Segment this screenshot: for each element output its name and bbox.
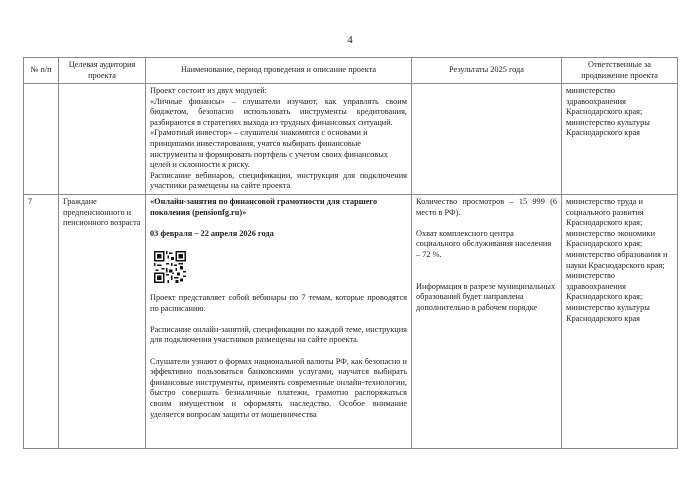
header-responsible: Ответственные за продвижение проекта [562, 58, 678, 84]
page-number: 4 [347, 34, 353, 46]
project-title: «Онлайн-занятия по финансовой грамотности для старшего поколения (pensionfg.ru)» [150, 197, 378, 217]
table-row [24, 195, 678, 449]
description-line: «Личные финансы» – слушатели изучают, как управлять своим бюджетом, безопасно использовать инструменты кредитования, разбираются в стратегиях выхода из трудных финансовых ситуаций. [150, 96, 407, 127]
table-header-row [24, 58, 678, 84]
row-audience: Граждане предпенсионного и пенсионного возраста [59, 195, 146, 449]
description-paragraph: Слушатели узнают о формах национальной валюты РФ, как безопасно и эффективно пользоваться банковскими услугами, научатся выбирать финансовые инструменты, применять современные онлайн-технологии, быстро совершать безналичные платежи, грамотно распоряжаться своим имуществом и оформлять наследство. Особое внимание уделяется вопросам защиты от мошенничества [150, 356, 407, 419]
projects-table [23, 57, 678, 449]
row-audience [59, 84, 146, 195]
row-results [412, 84, 562, 195]
project-period: 03 февраля – 22 апреля 2026 года [150, 228, 274, 238]
header-description: Наименование, период проведения и описание проекта [146, 58, 412, 84]
header-results: Результаты 2025 года [412, 58, 562, 84]
row-number: 7 [24, 195, 59, 449]
description-line: Расписание вебинаров, спецификации, инструкция для подключения участники размещены на сайте проекта [150, 170, 407, 191]
table-row [24, 84, 678, 195]
row-number [24, 84, 59, 195]
row-responsible: министерство здравоохранения Краснодарского края; министерство культуры Краснодарского края [562, 84, 678, 195]
row-responsible: министерство труда и социального развития Краснодарского края; министерство экономики Краснодарского края; министерство образования и науки Краснодарского края; министерство здравоохранения Краснодарского края; министерство культуры Краснодарского края [562, 195, 678, 449]
header-number: № п/п [24, 58, 59, 84]
result-municipal-info: Информация в разрезе муниципальных образований будет направлена дополнительно в рабочем порядке [416, 281, 556, 312]
row-results [412, 195, 562, 449]
description-line: «Грамотный инвестор» – слушатели знакомятся с основами и принципами инвестирования, учатся выбирать финансовые инструменты и формировать портфель с учетом своих финансовых целей и склонности к риску. [150, 128, 388, 170]
result-views: Количество просмотров – 15 999 (6 место в РФ). [416, 197, 557, 217]
row-description [146, 84, 412, 195]
description-line: Проект состоит из двух модулей: [150, 86, 267, 95]
description-paragraph: Расписание онлайн-занятий, спецификации по каждой теме, инструкция для подключения участников размещены на сайте проекта. [150, 324, 407, 345]
qr-code-icon [154, 251, 186, 283]
result-coverage: Охват комплексного центра социального обслуживания населения – 72 %. [416, 228, 552, 259]
row-description [146, 195, 412, 449]
description-paragraph: Проект представляет собой вебинары по 7 темам, которые проводятся по расписанию. [150, 292, 407, 313]
header-audience: Целевая аудитория проекта [59, 58, 146, 84]
